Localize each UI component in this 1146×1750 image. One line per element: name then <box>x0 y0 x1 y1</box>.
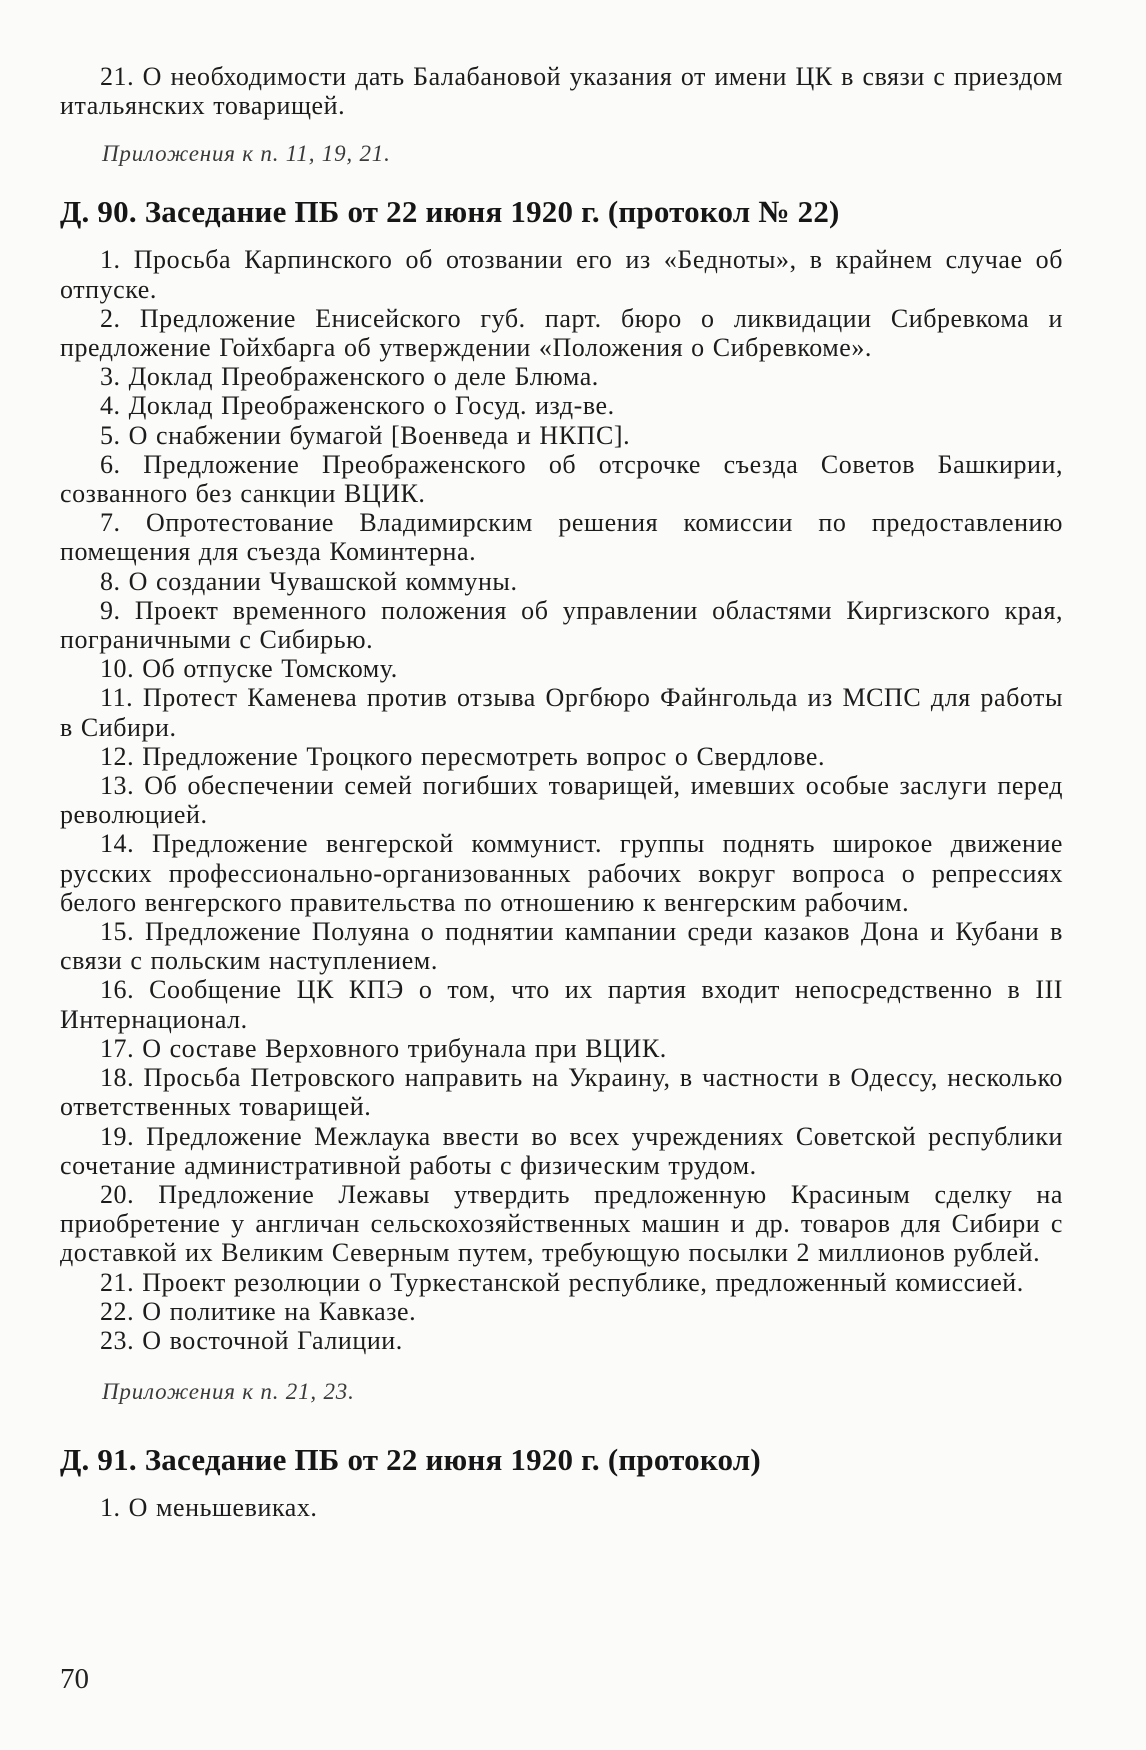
section-91-agenda-list <box>60 1493 1063 1522</box>
section-90-title: Д. 90. Заседание ПБ от 22 июня 1920 г. (протокол № 22) <box>60 194 840 230</box>
agenda-item: 14. Предложение венгерской коммунист. группы поднять широкое движение русских профессионально-организованных рабочих вокруг вопроса о репрессиях белого венгерского правительства по отношению к венгерским рабочим. <box>60 829 1063 917</box>
agenda-item: 21. Проект резолюции о Туркестанской республике, предложенный комиссией. <box>100 1267 1024 1297</box>
agenda-item: 4. Доклад Преображенского о Госуд. изд-ве. <box>100 391 615 421</box>
agenda-item: 5. О снабжении бумагой [Военведа и НКПС]. <box>100 420 631 450</box>
section-90-appendix-note: Приложения к п. 21, 23. <box>102 1379 355 1405</box>
agenda-item: 2. Предложение Енисейского губ. парт. бюро о ликвидации Сибревкома и предложение Гойхбарга об утверждении «Положения о Сибревкоме». <box>60 303 1063 363</box>
agenda-item: 23. О восточной Галиции. <box>100 1325 403 1355</box>
agenda-item: 15. Предложение Полуяна о поднятии кампании среди казаков Дона и Кубани в связи с польским наступлением. <box>60 917 1063 976</box>
agenda-item: 10. Об отпуске Томскому. <box>100 654 398 684</box>
agenda-item: 8. О создании Чувашской коммуны. <box>100 566 518 596</box>
agenda-item: 13. Об обеспечении семей погибших товарищей, имевших особые заслуги перед революцией. <box>60 771 1063 830</box>
agenda-item: 18. Просьба Петровского направить на Украину, в частности в Одессу, несколько ответственных товарищей. <box>60 1063 1063 1122</box>
page-number: 70 <box>60 1663 89 1695</box>
agenda-item: 1. Просьба Карпинского об отозвании его из «Бедноты», в крайнем случае об отпуске. <box>60 245 1063 304</box>
intro-item-21: 21. О необходимости дать Балабановой указания от имени ЦК в связи с приездом итальянских товарищей. <box>60 62 1063 121</box>
agenda-item: 16. Сообщение ЦК КПЭ о том, что их партия входит непосредственно в III Интернационал. <box>60 975 1063 1034</box>
agenda-item: 6. Предложение Преображенского об отсрочке съезда Советов Башкирии, созванного без санкции ВЦИК. <box>60 449 1063 509</box>
page-content <box>60 62 1063 1522</box>
agenda-item: 12. Предложение Троцкого пересмотреть вопрос о Свердлове. <box>100 741 826 771</box>
section-91-title: Д. 91. Заседание ПБ от 22 июня 1920 г. (протокол) <box>60 1442 761 1478</box>
section-90-agenda-list <box>60 245 1063 1355</box>
agenda-item: 11. Протест Каменева против отзыва Оргбюро Файнгольда из МСПС для работы в Сибири. <box>60 683 1063 742</box>
agenda-item: 19. Предложение Межлаука ввести во всех учреждениях Советской республики сочетание административной работы с физическим трудом. <box>60 1121 1063 1180</box>
agenda-item: 20. Предложение Лежавы утвердить предложенную Красиным сделку на приобретение у англичан сельскохозяйственных машин и др. товаров для Сибири с доставкой их Великим Северным путем, требующую посылки 2 миллионов рублей. <box>60 1179 1063 1268</box>
agenda-item: 22. О политике на Кавказе. <box>100 1296 417 1326</box>
agenda-item: 7. Опротестование Владимирским решения комиссии по предоставлению помещения для съезда Коминтерна. <box>60 508 1063 567</box>
agenda-item: 3. Доклад Преображенского о деле Блюма. <box>100 362 599 392</box>
intro-appendix-note: Приложения к п. 11, 19, 21. <box>102 141 391 167</box>
agenda-item: 1. О меньшевиках. <box>100 1493 318 1523</box>
agenda-item: 9. Проект временного положения об управлении областями Киргизского края, пограничными с Сибирью. <box>60 595 1063 655</box>
agenda-item: 17. О составе Верховного трибунала при ВЦИК. <box>100 1033 667 1063</box>
